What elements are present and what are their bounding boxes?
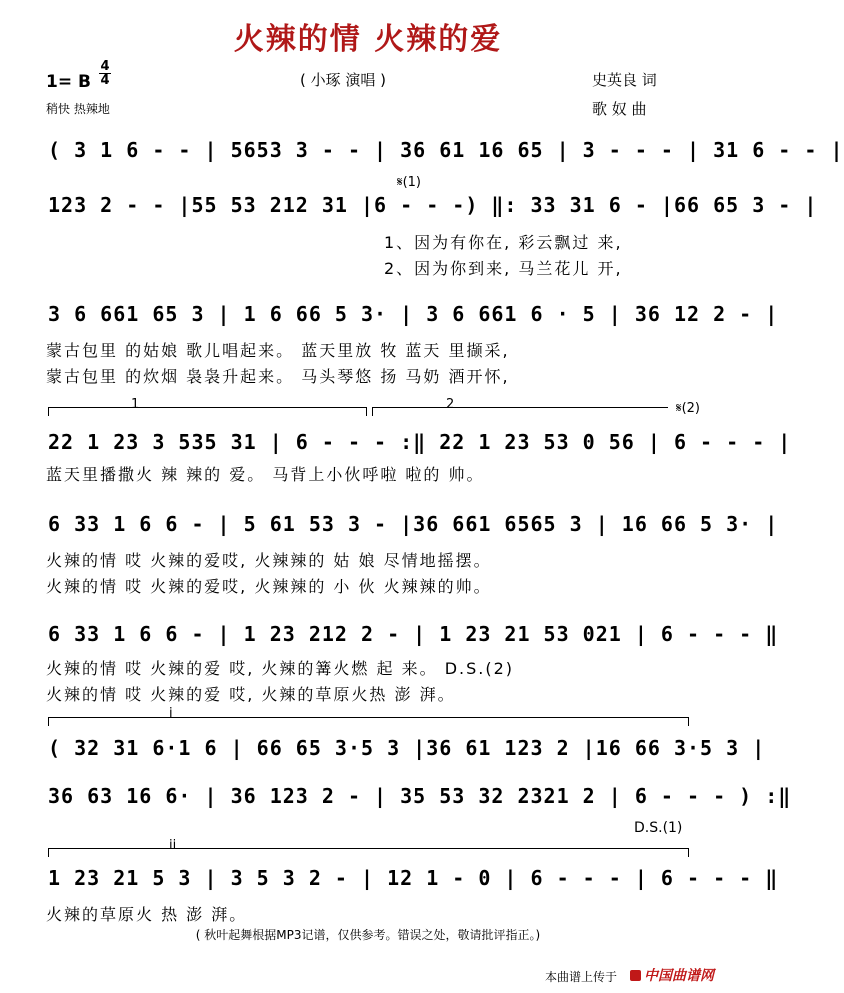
site-logo-icon [630,970,641,981]
verse-2-intro-lyric: 2、因为你到来, 马兰花儿 开, [384,259,623,278]
section-ii-bracket-start [48,848,49,857]
notation-row-6: 6 33 1 6 6 - | 1 23 212 2 - | 1 23 21 53 021 | 6 - - - ‖ [48,622,779,646]
site-logo [630,965,714,985]
lyric-row-3-line-2: 蒙古包里 的炊烟 袅袅升起来。 马头琴悠 扬 马奶 酒开怀, [46,367,510,386]
key-signature: 1= B [46,72,91,92]
section-i-bracket-start [48,717,49,726]
lyricist-credit: 史英良 词 [592,71,657,89]
page-title: 火辣的情 火辣的爱 [233,22,503,57]
notation-row-8: 36 63 16 6· | 36 123 2 - | 35 53 32 2321 2 | 6 - - - ) :‖ [48,784,792,808]
transcription-note: ( 秋叶起舞根据MP3记谱，仅供参考。错误之处，敬请批评指正。) [195,928,541,942]
ds-1-marking: D.S.(1) [634,820,683,836]
time-signature [99,60,111,87]
notation-row-7: ( 32 31 6·1 6 | 66 65 3·5 3 |36 61 123 2 |16 66 3·5 3 | [48,736,766,760]
notation-row-3: 3 6 661 65 3 | 1 6 66 5 3· | 3 6 661 6 · 5 | 36 12 2 - | [48,302,779,326]
section-ii-label: ii [169,838,177,853]
notation-row-2: 123 2 - - |55 53 212 31 |6 - - -) ‖: 33 31 6 - |66 65 3 - | [48,193,818,217]
time-numerator: 4 [100,59,110,74]
segno-1-mark: 𝄋(1) [397,175,422,190]
lyric-row-6-line-1: 火辣的情 哎 火辣的爱 哎, 火辣的篝火燃 起 来。 D.S.(2) [46,659,515,678]
upload-source-text: 本曲谱上传于 [545,970,618,984]
segno-2-mark: 𝄋(2) [676,401,701,416]
site-logo-text: 中国曲谱网 [644,968,714,984]
section-i-bracket-end [688,717,689,726]
singer-credit: ( 小琢 演唱 ) [300,71,387,89]
volta-1-bracket-start [48,407,49,416]
lyric-row-6-line-2: 火辣的情 哎 火辣的爱 哎, 火辣的草原火热 澎 湃。 [46,685,456,704]
lyric-row-4-line-1: 蓝天里播撒火 辣 辣的 爱。 马背上小伙呼啦 啦的 帅。 [46,465,485,484]
volta-1-bracket [48,407,366,408]
composer-credit: 歌 奴 曲 [592,100,647,118]
notation-row-4: 22 1 23 3 535 31 | 6 - - - :‖ 22 1 23 53 0 56 | 6 - - - | [48,430,792,454]
lyric-row-5-line-2: 火辣的情 哎 火辣的爱哎, 火辣辣的 小 伙 火辣辣的帅。 [46,577,492,596]
verse-1-intro-lyric: 1、因为有你在, 彩云飘过 来, [384,233,623,252]
volta-1-label: 1 [131,397,140,412]
notation-row-9: 1 23 21 5 3 | 3 5 3 2 - | 12 1 - 0 | 6 - - - | 6 - - - ‖ [48,866,779,890]
tempo-marking: 稍快 热辣地 [46,102,110,116]
lyric-row-9-line-1: 火辣的草原火 热 澎 湃。 [46,905,248,924]
notation-row-5: 6 33 1 6 6 - | 5 61 53 3 - |36 661 6565 3 | 16 66 5 3· | [48,512,779,536]
lyric-row-5-line-1: 火辣的情 哎 火辣的爱哎, 火辣辣的 姑 娘 尽情地摇摆。 [46,551,492,570]
volta-2-bracket [372,407,668,408]
time-denominator: 4 [100,73,110,88]
section-i-bracket [48,717,688,718]
volta-1-bracket-end [366,407,367,416]
section-ii-bracket-end [688,848,689,857]
lyric-row-3-line-1: 蒙古包里 的姑娘 歌儿唱起来。 蓝天里放 牧 蓝天 里撷采, [46,341,510,360]
volta-2-bracket-start [372,407,373,416]
notation-row-1: ( 3 1 6 - - | 5653 3 - - | 36 61 16 65 | 3 - - - | 31 6 - - | [48,138,844,162]
section-ii-bracket [48,848,688,849]
volta-2-label: 2 [446,397,455,412]
section-i-label: i [169,706,173,721]
